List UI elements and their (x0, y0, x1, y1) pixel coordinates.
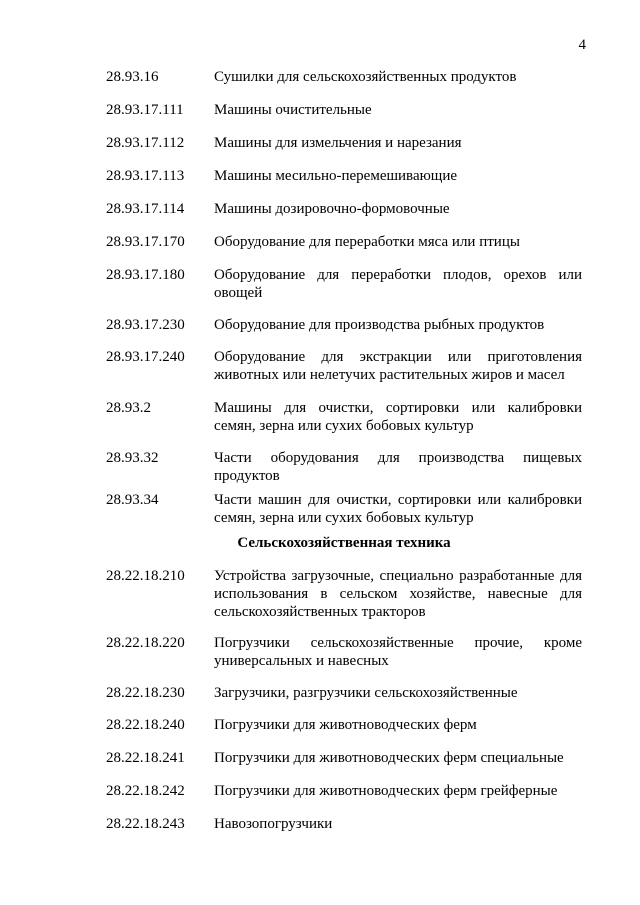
item-description: Погрузчики для животноводческих ферм (214, 717, 477, 733)
list-item (106, 101, 582, 119)
item-description: Машины очистительные (214, 102, 372, 118)
item-code: 28.22.18.230 (106, 685, 185, 701)
list-item (106, 716, 582, 734)
item-description: Оборудование для экстракции или приготовления животных или нелетучих растительных жиров и масел (214, 349, 582, 383)
item-description: Части оборудования для производства пищевых продуктов (214, 450, 582, 484)
list-item (106, 233, 582, 251)
page-number: 4 (578, 37, 586, 53)
item-description: Машины месильно-перемешивающие (214, 168, 458, 184)
item-code: 28.22.18.240 (106, 717, 185, 733)
item-code: 28.22.18.220 (106, 635, 185, 651)
item-description: Оборудование для производства рыбных продуктов (214, 317, 545, 333)
item-code: 28.93.17.113 (106, 168, 185, 184)
item-description: Машины для измельчения и нарезания (214, 135, 462, 151)
item-code: 28.93.17.111 (106, 102, 184, 118)
item-code: 28.22.18.243 (106, 816, 185, 832)
item-code: 28.93.16 (106, 69, 159, 85)
item-description: Устройства загрузочные, специально разработанные для использования в сельском хозяйстве, навесные для сельскохозяйственных тракторов (214, 568, 582, 620)
item-description: Сушилки для сельскохозяйственных продуктов (214, 69, 517, 85)
list-item (106, 200, 582, 218)
list-item (106, 449, 582, 485)
list-item (106, 134, 582, 152)
item-code: 28.22.18.210 (106, 568, 185, 584)
list-item (106, 348, 582, 384)
item-description: Машины дозировочно-формовочные (214, 201, 450, 217)
list-item (106, 68, 582, 86)
item-description: Погрузчики для животноводческих ферм специальные (214, 750, 564, 766)
section-heading: Сельскохозяйственная техника (237, 535, 451, 551)
list-item (106, 316, 582, 334)
list-item (106, 684, 582, 702)
list-item (106, 399, 582, 435)
item-code: 28.93.17.240 (106, 349, 185, 365)
item-code: 28.93.17.230 (106, 317, 185, 333)
item-description: Загрузчики, разгрузчики сельскохозяйственные (214, 685, 518, 701)
list-item (106, 167, 582, 185)
item-code: 28.22.18.242 (106, 783, 185, 799)
item-description: Навозопогрузчики (214, 816, 333, 832)
list-item (106, 815, 582, 833)
item-description: Машины для очистки, сортировки или калибровки семян, зерна или сухих бобовых культур (214, 400, 582, 434)
item-code: 28.93.32 (106, 450, 159, 466)
list-item (106, 567, 582, 621)
item-description: Оборудование для переработки мяса или птицы (214, 234, 520, 250)
item-description: Части машин для очистки, сортировки или калибровки семян, зерна или сухих бобовых культур (214, 492, 582, 526)
item-code: 28.93.34 (106, 492, 159, 508)
list-item (106, 749, 582, 767)
item-code: 28.93.2 (106, 400, 151, 416)
item-description: Погрузчики для животноводческих ферм грейферные (214, 783, 558, 799)
item-description: Оборудование для переработки плодов, орехов или овощей (214, 267, 582, 301)
item-code: 28.93.17.112 (106, 135, 185, 151)
item-description: Погрузчики сельскохозяйственные прочие, кроме универсальных и навесных (214, 635, 582, 669)
list-item (106, 782, 582, 800)
item-code: 28.93.17.170 (106, 234, 185, 250)
item-code: 28.93.17.114 (106, 201, 185, 217)
list-item (106, 634, 582, 670)
list-item (106, 266, 582, 302)
list-item (106, 491, 582, 527)
item-code: 28.93.17.180 (106, 267, 185, 283)
item-code: 28.22.18.241 (106, 750, 185, 766)
